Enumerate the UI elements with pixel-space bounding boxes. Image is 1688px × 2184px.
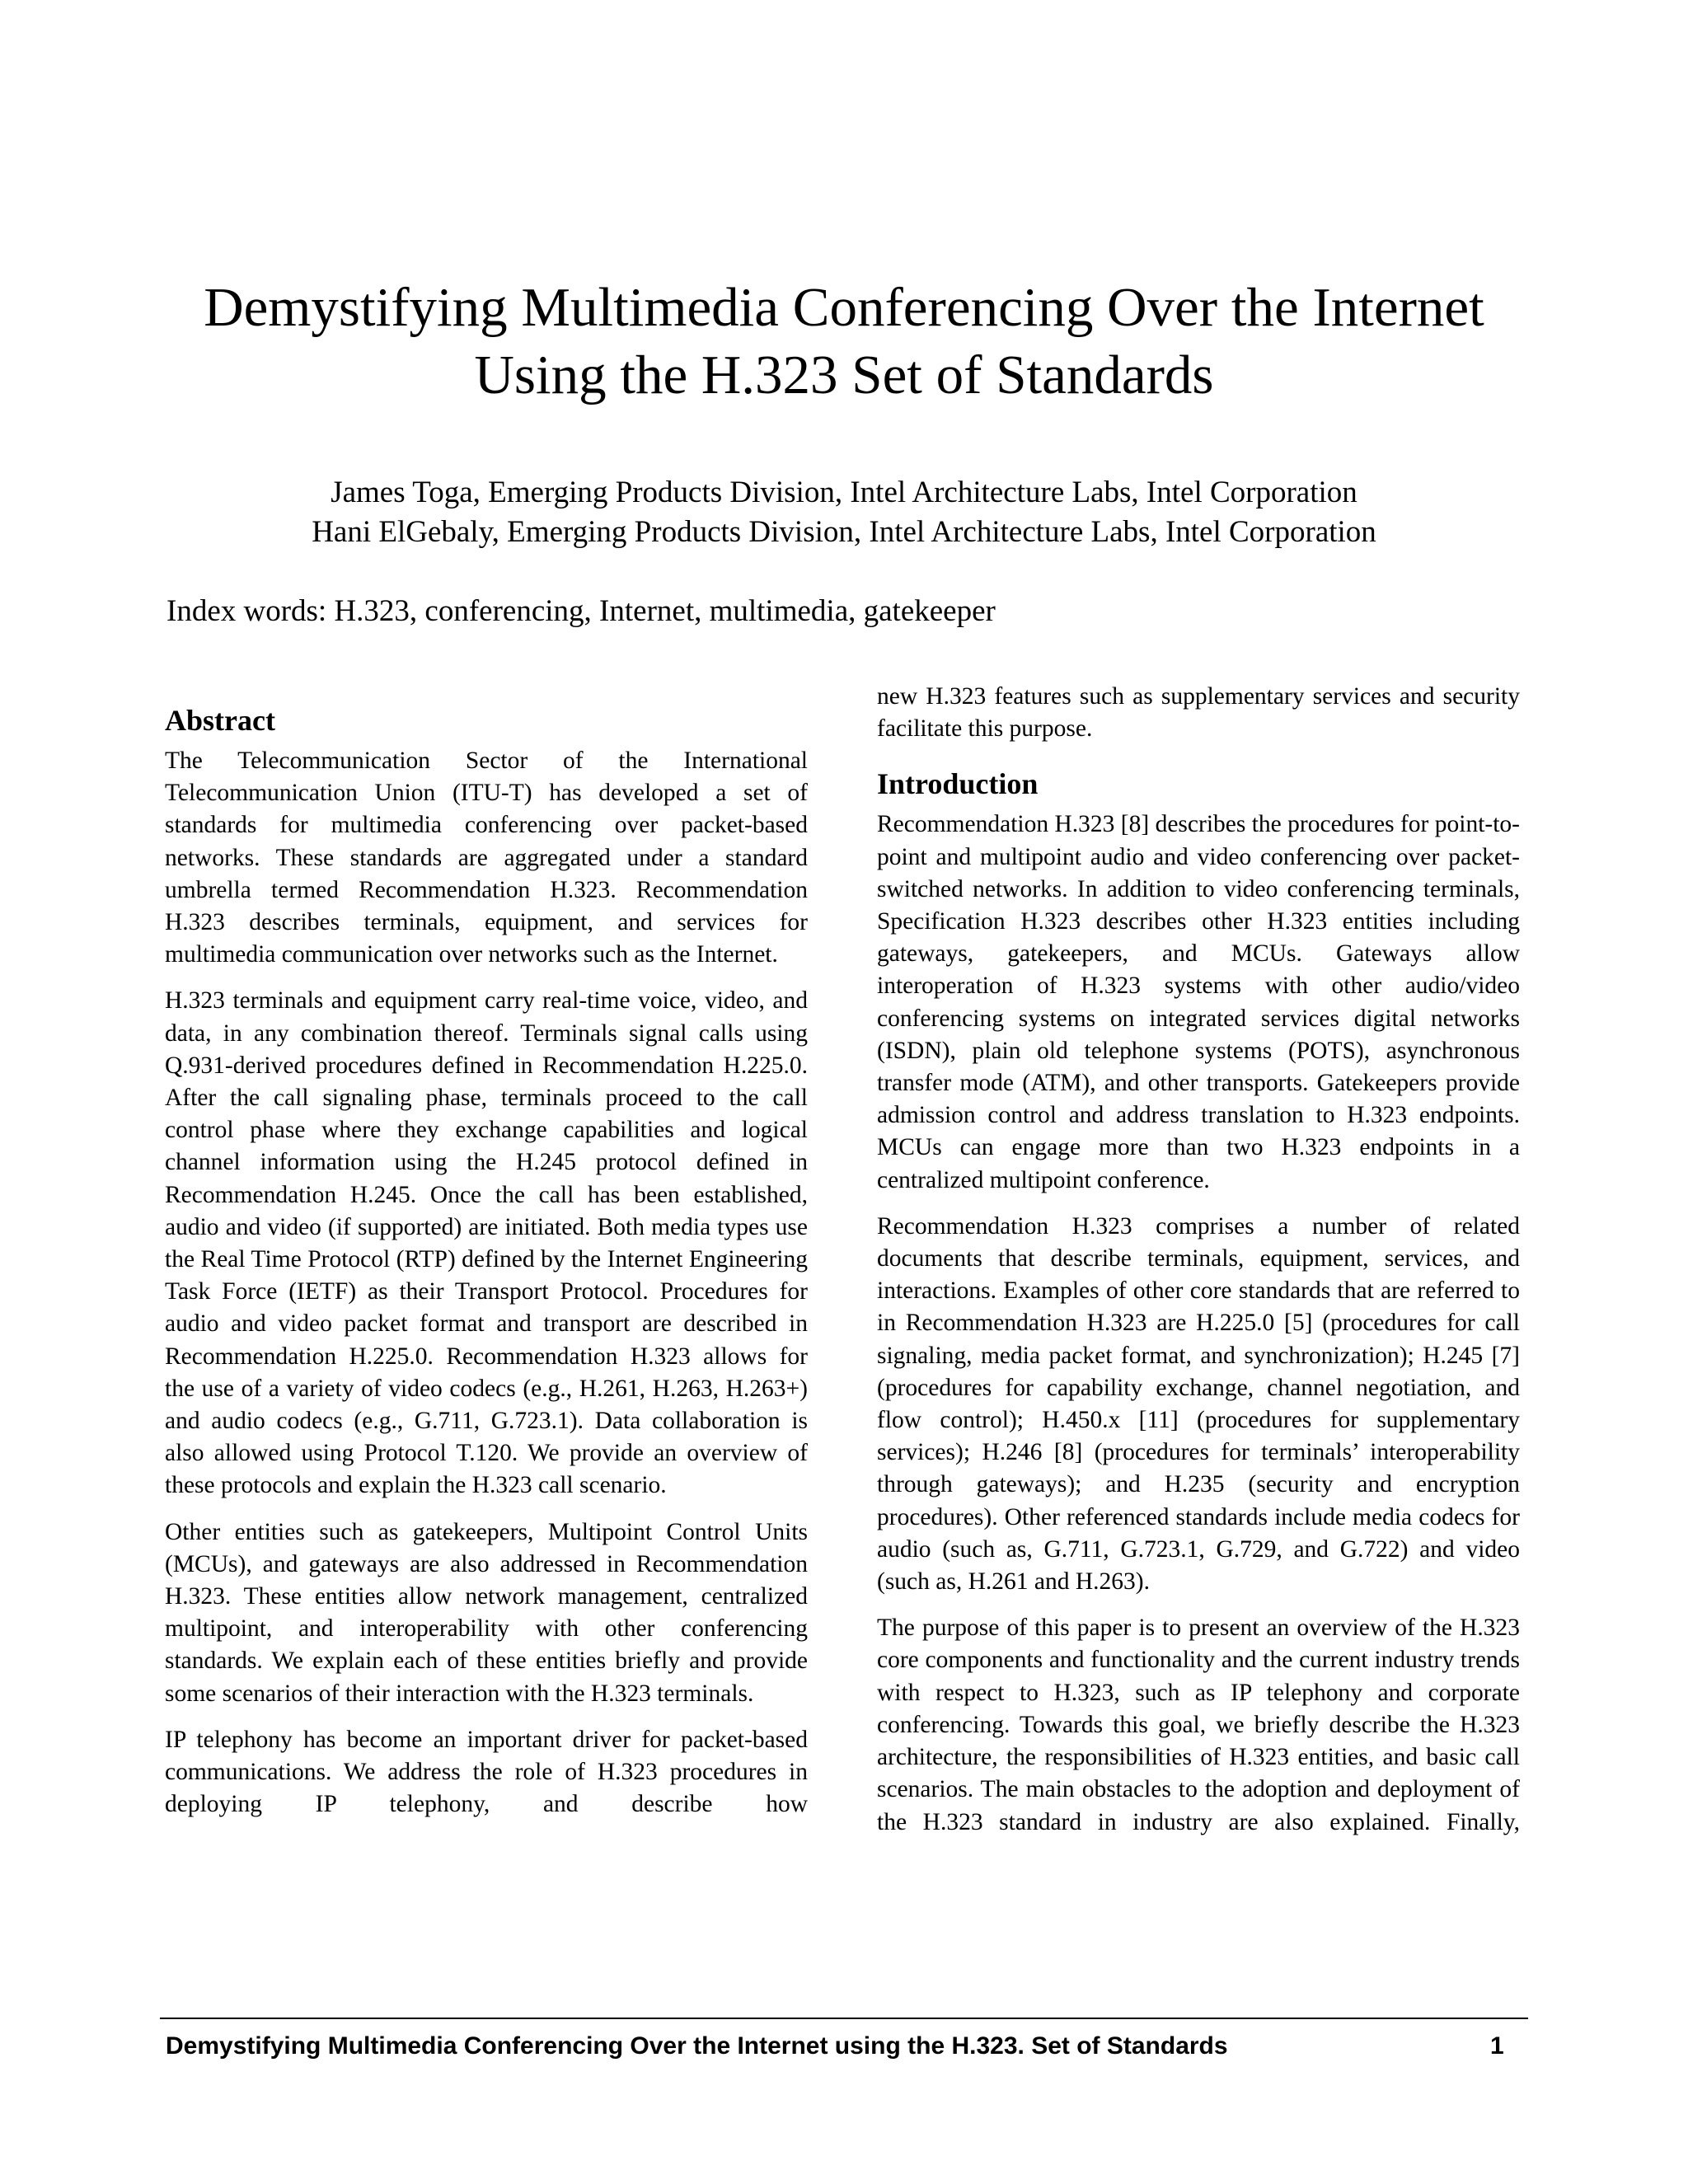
- introduction-paragraph-3: The purpose of this paper is to present an overview of the H.323 core components and functionality and the current industry trends with respect to H.323, such as IP telephony and corporate conferencing. Towards this goal, we briefly describe the H.323 architecture, the responsibilities of H.323 entities, and basic call scenarios. The main obstacles to the adoption and deployment of the H.323 standard in industry are also explained. Finally,: [877, 1615, 1520, 1835]
- author-list: [0, 473, 1688, 552]
- abstract-paragraph-2: H.323 terminals and equipment carry real-time voice, video, and data, in any combination thereof. Terminals signal calls using Q.931-derived procedures defined in Recommendation H.225.0. After the call signaling phase, terminals proceed to the call control phase where they exchange capabilities and logical channel information using the H.245 protocol defined in Recommendation H.245. Once the call has been established, audio and video (if supported) are initiated. Both media types use the Real Time Protocol (RTP) defined by the Internet Engineering Task Force (IETF) as their Transport Protocol. Procedures for audio and video packet format and transport are described in Recommendation H.225.0. Recommendation H.323 allows for the use of a variety of video codecs (e.g., H.261, H.263, H.263+) and audio codecs (e.g., G.711, G.723.1). Data collaboration is also allowed using Protocol T.120. We provide an overview of these protocols and explain the H.323 call scenario.: [165, 987, 808, 1499]
- page-number: 1: [1490, 2032, 1504, 2060]
- introduction-paragraph-2: Recommendation H.323 comprises a number of related documents that describe terminals, equipment, services, and interactions. Examples of other core standards that are referred to in Recommendation H.323 are H.225.0 [5] (procedures for call signaling, media packet format, and synchronization); H.245 [7] (procedures for capability exchange, channel negotiation, and flow control); H.450.x [11] (procedures for supplementary services); H.246 [8] (procedures for terminals’ interoperability through gateways); and H.235 (security and encryption procedures). Other referenced standards include media codecs for audio (such as, G.711, G.723.1, G.729, and G.722) and video (such as, H.261 and H.263).: [877, 1212, 1520, 1596]
- footer-divider: [160, 2018, 1528, 2019]
- introduction-heading: Introduction: [877, 767, 1039, 801]
- abstract-paragraph-4: IP telephony has become an important driver for packet-based communications. We address the role of H.323 procedures in deploying IP telephony, and describe how: [165, 1726, 808, 1818]
- abstract-continuation: new H.323 features such as supplementary services and security facilitate this purpose.: [877, 683, 1520, 743]
- abstract-paragraph-3: Other entities such as gatekeepers, Multipoint Control Units (MCUs), and gateways are also addressed in Recommendation H.323. These entities allow network management, centralized multipoint, and interoperability with other conferencing standards. We explain each of these entities briefly and provide some scenarios of their interaction with the H.323 terminals.: [165, 1518, 808, 1707]
- right-column: [877, 681, 1520, 1853]
- paper-title: [0, 274, 1688, 409]
- footer-title: Demystifying Multimedia Conferencing Over the Internet using the H.323. Set of Standards: [166, 2032, 1228, 2060]
- index-words: Index words: H.323, conferencing, Internet, multimedia, gatekeeper: [166, 594, 996, 628]
- author-2: Hani ElGebaly, Emerging Products Division, Intel Architecture Labs, Intel Corporation: [312, 515, 1376, 549]
- left-column: [165, 682, 808, 1835]
- abstract-heading: Abstract: [165, 704, 275, 737]
- introduction-paragraph-1: Recommendation H.323 [8] describes the procedures for point-to-point and multipoint audio and video conferencing over packet-switched networks. In addition to video conferencing terminals, Specification H.323 describes other H.323 entities including gateways, gatekeepers, and MCUs. Gateways allow interoperation of H.323 systems with other audio/video conferencing systems on integrated services digital networks (ISDN), plain old telephone systems (POTS), asynchronous transfer mode (ATM), and other transports. Gatekeepers provide admission control and address translation to H.323 endpoints. MCUs can engage more than two H.323 endpoints in a centralized multipoint conference.: [877, 811, 1520, 1193]
- title-line-1: Demystifying Multimedia Conferencing Over the Internet: [204, 277, 1484, 338]
- title-line-2: Using the H.323 Set of Standards: [474, 344, 1214, 405]
- author-1: James Toga, Emerging Products Division, Intel Architecture Labs, Intel Corporation: [331, 476, 1357, 509]
- abstract-paragraph-1: The Telecommunication Sector of the International Telecommunication Union (ITU-T) has developed a set of standards for multimedia conferencing over packet-based networks. These standards are aggregated under a standard umbrella termed Recommendation H.323. Recommendation H.323 describes terminals, equipment, and services for multimedia communication over networks such as the Internet.: [165, 748, 808, 968]
